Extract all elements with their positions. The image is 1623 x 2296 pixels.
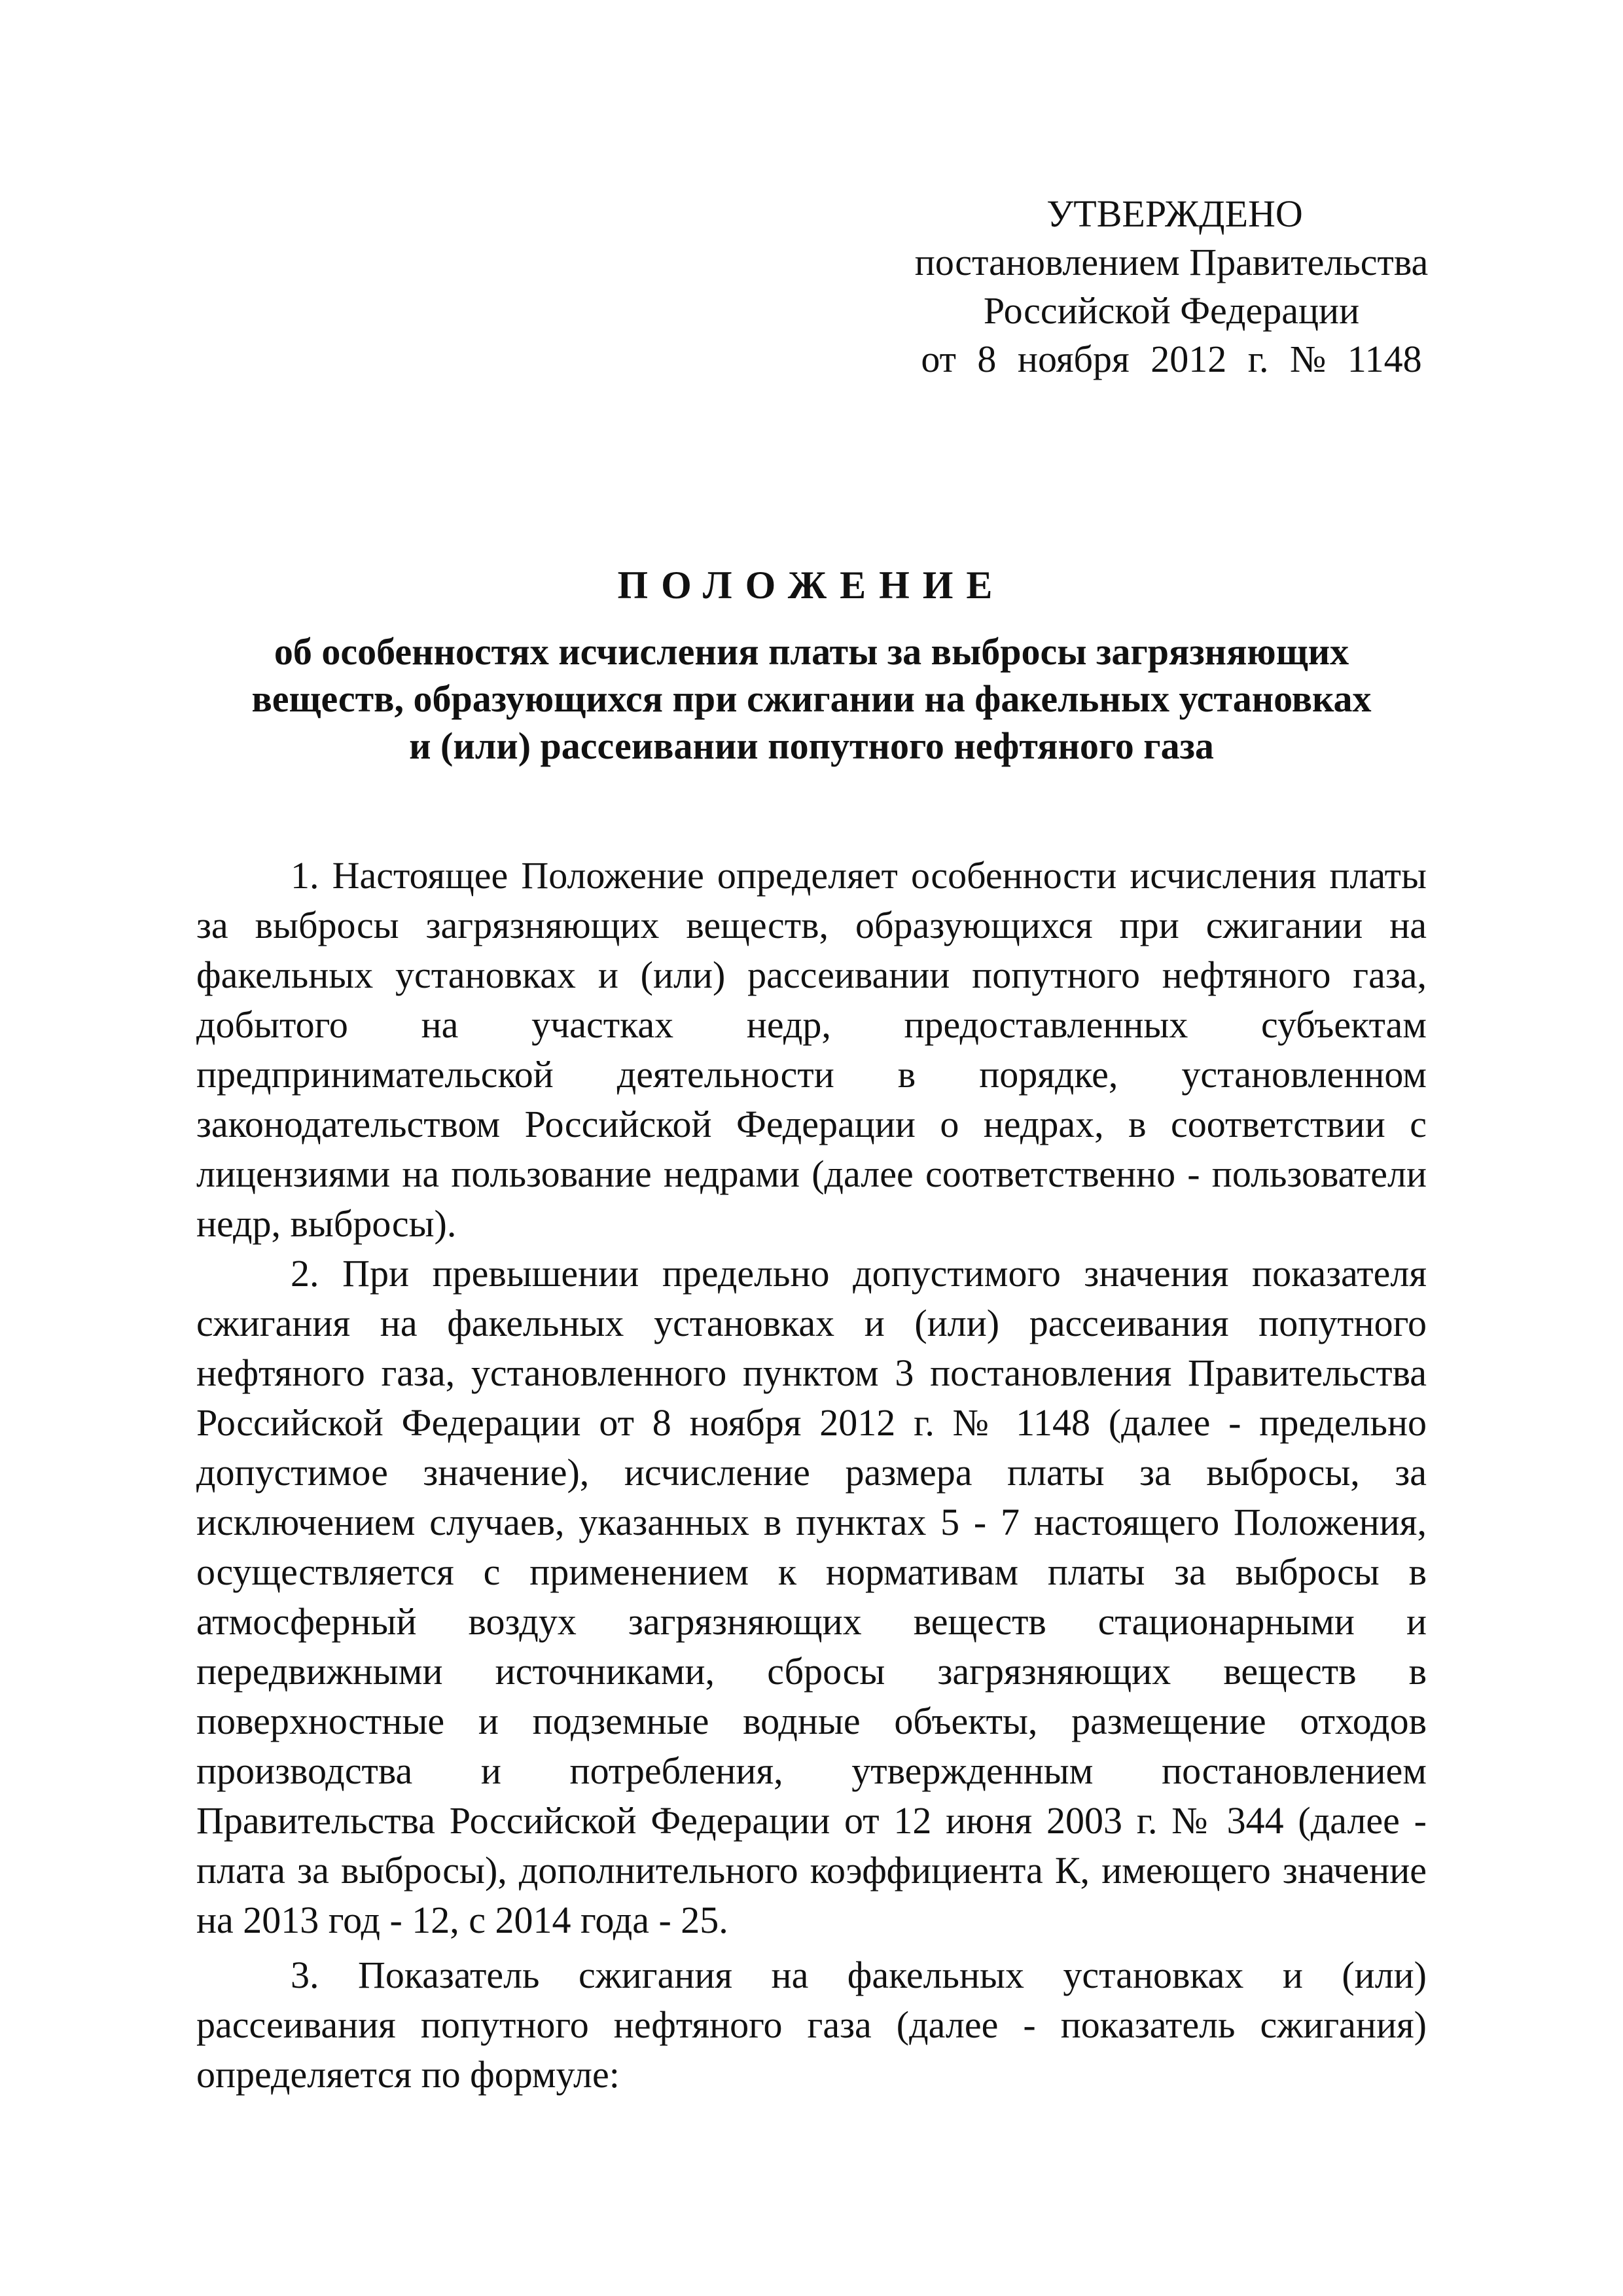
approval-resolution-line: постановлением Правительства <box>914 241 1429 283</box>
approval-government-line: Российской Федерации <box>983 289 1360 332</box>
approval-date-number: от 8 ноября 2012 г. № 1148 <box>921 338 1422 380</box>
document-title: ПОЛОЖЕНИЕ <box>617 564 1006 607</box>
paragraph-2: 2. При превышении предельно допустимого значения показателя сжигания на факельных установках и (или) рассеивания попутного нефтяного газа, установленного пунктом 3 постановления Правительства Российской Федерации от 8 ноября 2012 г. № 1148 (далее - предельно допустимое значение), исчисление размера платы за выбросы, за исключением случаев, указанных в пунктах 5 - 7 настоящего Положения, осуществляется с применением к нормативам платы за выбросы в атмосферный воздух загрязняющих веществ стационарными и передвижными источниками, сбросы загрязняющих веществ в поверхностные и подземные водные объекты, размещение отходов производства и потребления, утвержденным постановлением Правительства Российской Федерации от 12 июня 2003 г. № 344 (далее - плата за выбросы), дополнительного коэффициента К, имеющего значение на 2013 год - 12, с 2014 года - 25. <box>196 1252 1427 1941</box>
subtitle-line-1: об особенностях исчисления платы за выбросы загрязняющих <box>274 630 1349 673</box>
approval-stamp-title: УТВЕРЖДЕНО <box>1046 192 1303 235</box>
paragraph-3: 3. Показатель сжигания на факельных установках и (или) рассеивания попутного нефтяного газа (далее - показатель сжигания) определяется по формуле: <box>196 1954 1427 2096</box>
paragraph-1: 1. Настоящее Положение определяет особенности исчисления платы за выбросы загрязняющих веществ, образующихся при сжигании на факельных установках и (или) рассеивании попутного нефтяного газа, добытого на участках недр, предоставленных субъектам предпринимательской деятельности в порядке, установленном законодательством Российской Федерации о недрах, в соответствии с лицензиями на пользование недрами (далее соответственно - пользователи недр, выбросы). <box>196 854 1427 1245</box>
document-body <box>196 851 1427 2100</box>
approval-block <box>877 190 1466 384</box>
subtitle-line-2: веществ, образующихся при сжигании на факельных установках <box>251 677 1372 720</box>
subtitle-line-3: и (или) рассеивании попутного нефтяного газа <box>409 725 1214 767</box>
document-subtitle <box>196 628 1427 770</box>
